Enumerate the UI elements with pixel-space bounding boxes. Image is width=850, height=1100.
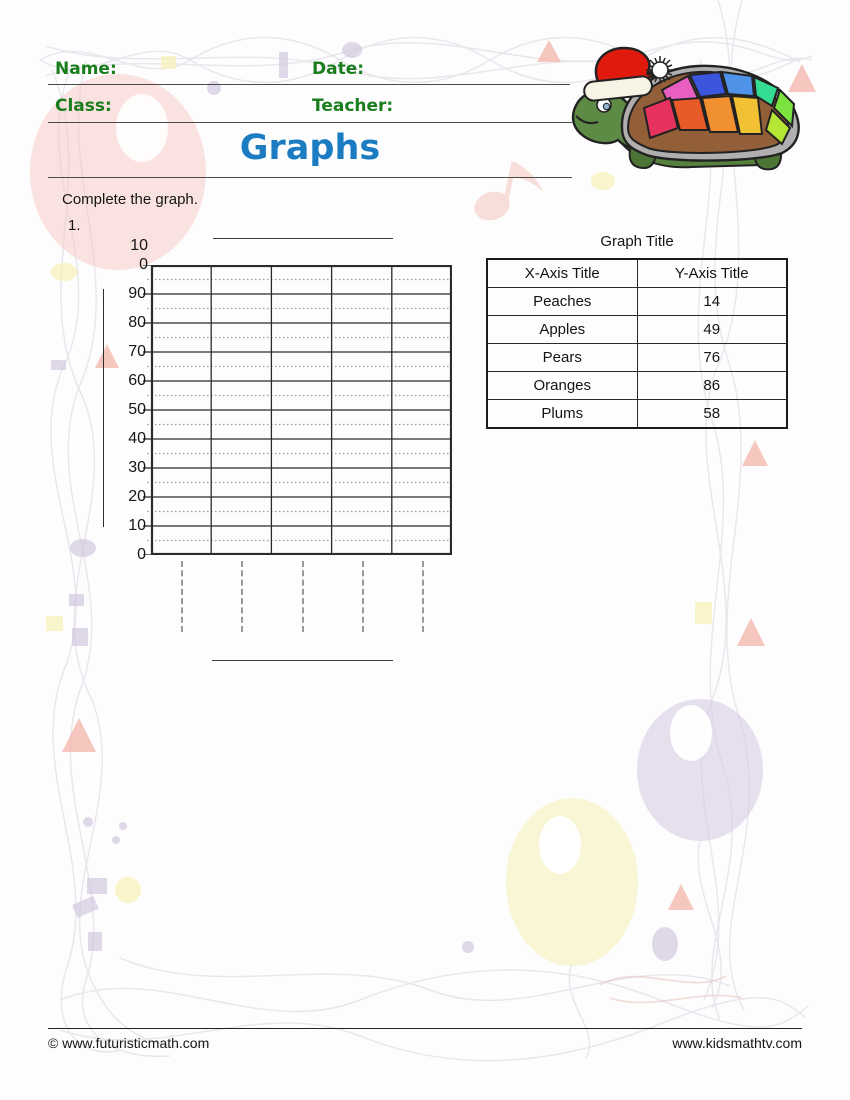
name-label: Name:	[55, 59, 117, 79]
chart-title-line[interactable]	[213, 238, 393, 239]
santa-hat-pompom	[646, 56, 674, 84]
y-tick-label: 80	[128, 314, 146, 331]
footer-site-link: www.kidsmathtv.com	[672, 1035, 802, 1051]
teacher-label: Teacher:	[312, 96, 394, 116]
table-cell: Pears	[487, 344, 637, 372]
table-cell: 14	[637, 288, 787, 316]
category-tick	[302, 561, 304, 632]
instruction-text: Complete the graph.	[62, 191, 198, 208]
y-tick-label: 70	[128, 343, 146, 360]
footer-divider	[48, 1028, 802, 1029]
graph-title-label: Graph Title	[600, 233, 674, 250]
table-cell: Peaches	[487, 288, 637, 316]
class-label: Class:	[55, 96, 112, 116]
table-cell: 49	[637, 316, 787, 344]
y-tick-label: 50	[128, 401, 146, 418]
turtle-pupil	[603, 103, 609, 109]
y-tick-label: 10	[128, 517, 146, 534]
category-tick	[362, 561, 364, 632]
table-cell: 86	[637, 372, 787, 400]
table-row	[487, 316, 787, 344]
table-cell: Y-Axis Title	[637, 259, 787, 288]
y-tick-label: 40	[128, 430, 146, 447]
y-tick-label: 60	[128, 372, 146, 389]
page-title: Graphs	[239, 128, 381, 168]
table-cell: Plums	[487, 400, 637, 429]
table-row	[487, 400, 787, 429]
table-cell: Oranges	[487, 372, 637, 400]
y-tick-label: 100	[130, 237, 148, 273]
turtle-image	[570, 42, 810, 176]
footer-copyright: © www.futuristicmath.com	[48, 1035, 210, 1051]
category-tick	[422, 561, 424, 632]
category-tick	[241, 561, 243, 632]
y-tick-label: 90	[128, 285, 146, 302]
data-table	[486, 258, 788, 429]
table-row	[487, 372, 787, 400]
table-row	[487, 344, 787, 372]
class-teacher-write-line[interactable]	[48, 122, 572, 123]
table-header-row	[487, 259, 787, 288]
y-tick-label: 30	[128, 459, 146, 476]
x-axis-title-line[interactable]	[212, 660, 393, 661]
name-date-write-line[interactable]	[48, 84, 570, 85]
table-cell: X-Axis Title	[487, 259, 637, 288]
table-cell: 76	[637, 344, 787, 372]
date-label: Date:	[312, 59, 365, 79]
category-tick	[181, 561, 183, 632]
table-cell: 58	[637, 400, 787, 429]
title-underline	[48, 177, 572, 178]
y-tick-label: 20	[128, 488, 146, 505]
y-tick-label: 0	[137, 546, 146, 563]
table-row	[487, 288, 787, 316]
question-number: 1.	[68, 217, 81, 234]
table-cell: Apples	[487, 316, 637, 344]
plot-area[interactable]	[141, 265, 452, 555]
